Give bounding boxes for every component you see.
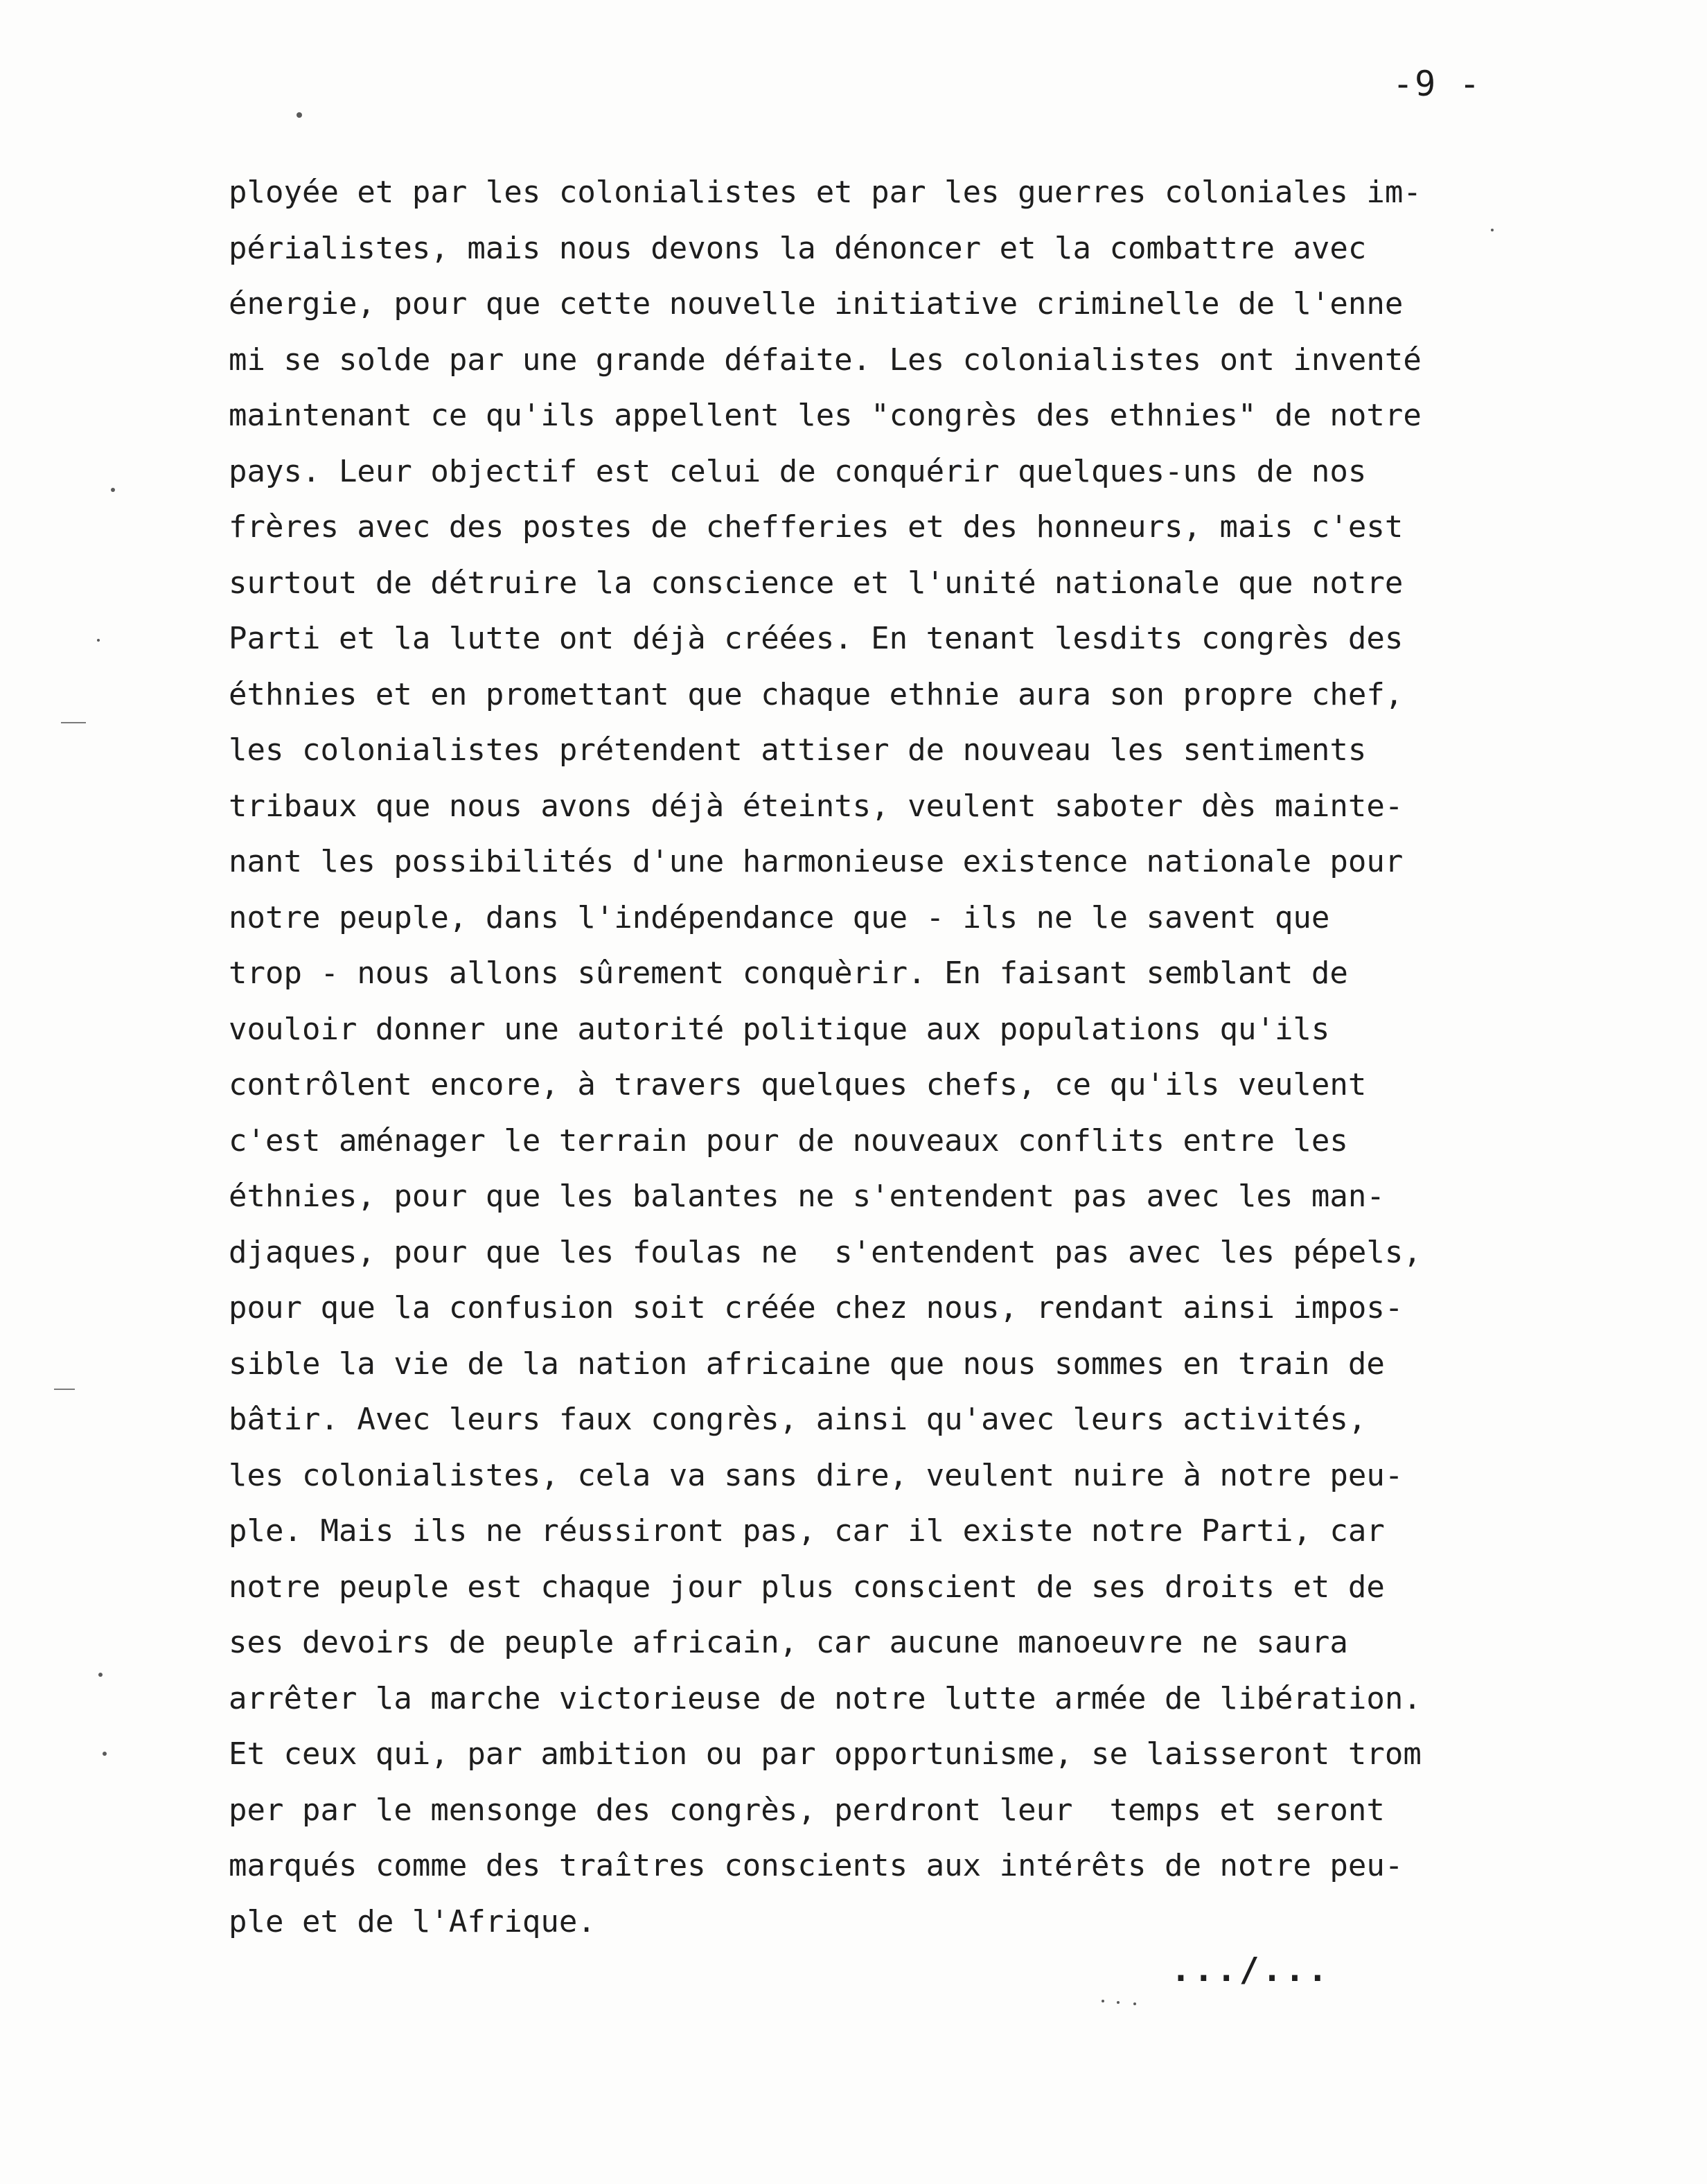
text-line: marqués comme des traîtres conscients aux intérêts de notre peu- <box>229 1848 1404 1883</box>
scan-speck <box>1133 2002 1136 2005</box>
text-line: pour que la confusion soit créée chez nous, rendant ainsi impos- <box>229 1290 1404 1326</box>
continuation-mark: .../... <box>1171 1950 1331 1989</box>
scan-speck <box>98 1673 103 1677</box>
scan-speck <box>1102 2000 1104 2002</box>
scan-speck <box>1491 229 1494 231</box>
text-line: arrêter la marche victorieuse de notre lutte armée de libération. <box>229 1680 1422 1716</box>
text-line: contrôlent encore, à travers quelques chefs, ce qu'ils veulent <box>229 1067 1367 1102</box>
scan-speck <box>111 488 115 492</box>
scan-mark <box>54 1389 75 1390</box>
text-line: c'est aménager le terrain pour de nouveaux conflits entre les <box>229 1122 1348 1159</box>
text-line: djaques, pour que les foulas ne s'entendent pas avec les pépels, <box>229 1234 1422 1270</box>
text-line: nant les possibilités d'une harmonieuse existence nationale pour <box>229 844 1404 879</box>
text-line: énergie, pour que cette nouvelle initiative criminelle de l'enne <box>229 286 1404 322</box>
text-line: pays. Leur objectif est celui de conquérir quelques-uns de nos <box>229 453 1367 489</box>
page-number: -9 - <box>1392 64 1482 104</box>
text-line: vouloir donner une autorité politique aux populations qu'ils <box>229 1011 1330 1047</box>
text-line: notre peuple, dans l'indépendance que - ils ne le savent que <box>229 899 1330 935</box>
text-line: per par le mensonge des congrès, perdront leur temps et seront <box>229 1792 1385 1828</box>
scan-speck <box>103 1752 107 1756</box>
body-text <box>229 165 1573 1950</box>
text-line: périalistes, mais nous devons la dénoncer et la combattre avec <box>229 230 1367 266</box>
text-line: éthnies et en promettant que chaque ethnie aura son propre chef, <box>229 676 1404 712</box>
text-line: Et ceux qui, par ambition ou par opportunisme, se laisseront trom <box>229 1736 1422 1772</box>
text-line: éthnies, pour que les balantes ne s'entendent pas avec les man- <box>229 1179 1385 1214</box>
text-line: ployée et par les colonialistes et par les guerres coloniales im- <box>229 175 1422 210</box>
text-line: frères avec des postes de chefferies et des honneurs, mais c'est <box>229 509 1404 545</box>
text-line: ple et de l'Afrique. <box>229 1903 596 1939</box>
text-line: ses devoirs de peuple africain, car aucune manoeuvre ne saura <box>229 1625 1348 1660</box>
text-line: les colonialistes, cela va sans dire, veulent nuire à notre peu- <box>229 1457 1404 1493</box>
text-line: notre peuple est chaque jour plus conscient de ses droits et de <box>229 1569 1385 1605</box>
text-line: surtout de détruire la conscience et l'unité nationale que notre <box>229 565 1404 601</box>
scan-speck <box>97 639 100 642</box>
text-line: mi se solde par une grande défaite. Les colonialistes ont inventé <box>229 342 1422 378</box>
scan-speck <box>1117 2001 1120 2004</box>
text-line: Parti et la lutte ont déjà créées. En tenant lesdits congrès des <box>229 621 1404 656</box>
text-line: ple. Mais ils ne réussiront pas, car il existe notre Parti, car <box>229 1513 1385 1549</box>
text-line: bâtir. Avec leurs faux congrès, ainsi qu'avec leurs activités, <box>229 1402 1367 1437</box>
text-line: trop - nous allons sûrement conquèrir. En faisant semblant de <box>229 956 1348 991</box>
text-line: sible la vie de la nation africaine que nous sommes en train de <box>229 1346 1385 1382</box>
text-line: tribaux que nous avons déjà éteints, veulent saboter dès mainte- <box>229 788 1404 824</box>
scan-mark <box>61 722 86 723</box>
scan-speck <box>297 112 302 118</box>
text-line: maintenant ce qu'ils appellent les "congrès des ethnies" de notre <box>229 398 1422 433</box>
text-line: les colonialistes prétendent attiser de nouveau les sentiments <box>229 732 1367 768</box>
